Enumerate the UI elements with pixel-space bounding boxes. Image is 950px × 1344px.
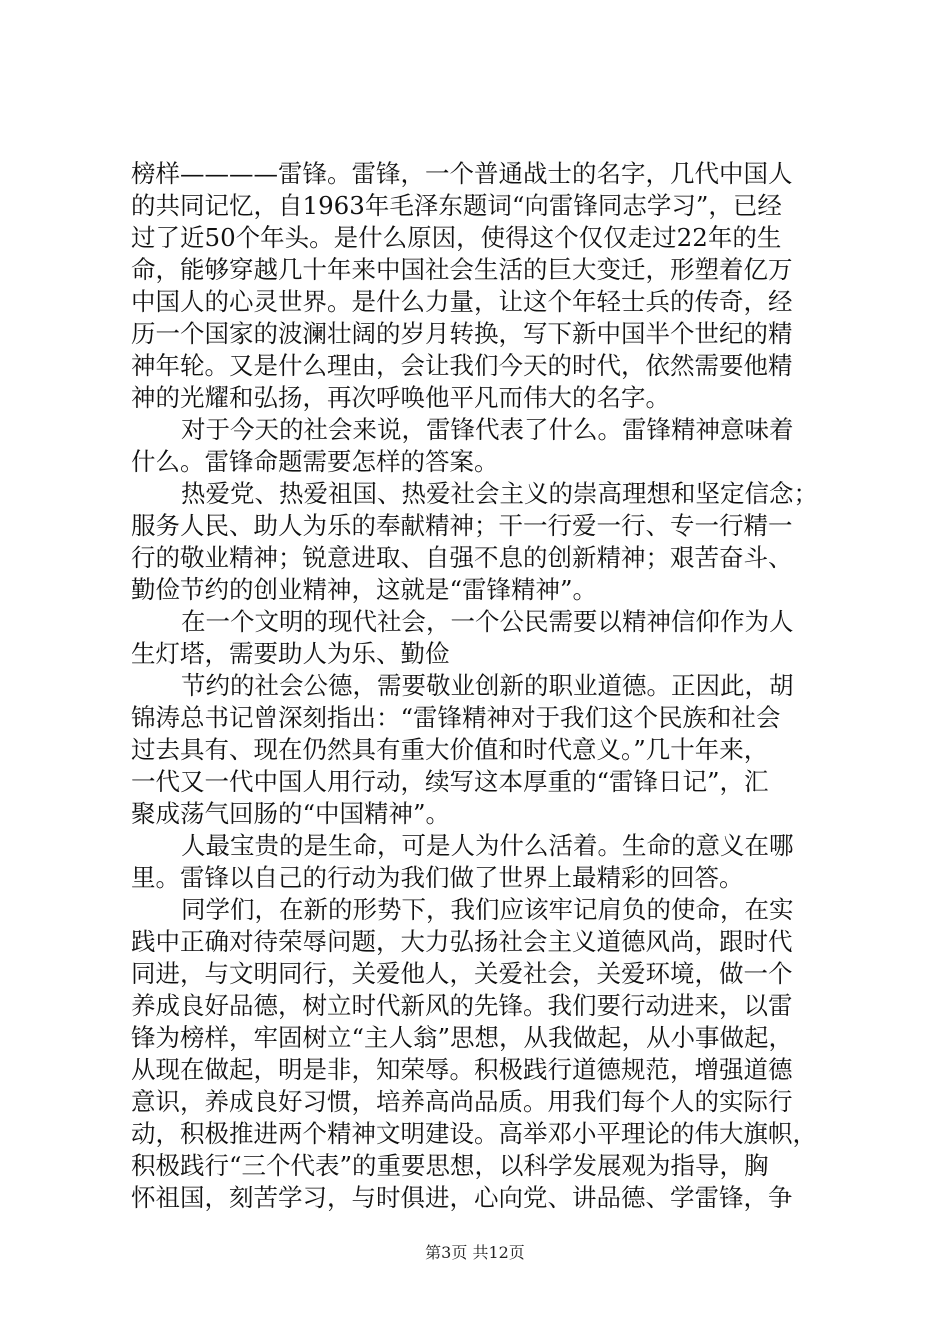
paragraph-start-line: 同学们，在新的形势下，我们应该牢记肩负的使命，在实 (181, 895, 794, 924)
text-line: 的共同记忆，自1963年毛泽东题词“向雷锋同志学习”，已经 (131, 191, 782, 220)
text-line: 过了近50个年头。是什么原因，使得这个仅仅走过22年的生 (131, 223, 782, 252)
text-line: 生灯塔，需要助人为乐、勤俭 (131, 639, 450, 668)
text-line: 践中正确对待荣辱问题，大力弘扬社会主义道德风尚，跟时代 (131, 927, 793, 956)
paragraph-start-line: 热爱党、热爱祖国、热爱社会主义的崇高理想和坚定信念； (181, 479, 818, 508)
text-line: 聚成荡气回肠的“中国精神”。 (131, 799, 451, 828)
text-line: 过去具有、现在仍然具有重大价值和时代意义。”几十年来， (131, 735, 769, 764)
text-line: 养成良好品德，树立时代新风的先锋。我们要行动进来，以雷 (131, 991, 793, 1020)
text-line: 里。雷锋以自己的行动为我们做了世界上最精彩的回答。 (131, 863, 744, 892)
paragraph-start-line: 在一个文明的现代社会，一个公民需要以精神信仰作为人 (181, 607, 794, 636)
text-line: 一代又一代中国人用行动，续写这本厚重的“雷锋日记”，汇 (131, 767, 769, 796)
document-body (131, 158, 831, 1214)
text-line: 神的光耀和弘扬，再次呼唤他平凡而伟大的名字。 (131, 383, 670, 412)
paragraph-start-line: 对于今天的社会来说，雷锋代表了什么。雷锋精神意味着 (181, 415, 794, 444)
text-line: 榜样————雷锋。雷锋，一个普通战士的名字，几代中国人 (131, 159, 793, 188)
paragraph-start-line: 人最宝贵的是生命，可是人为什么活着。生命的意义在哪 (181, 831, 794, 860)
text-line: 历一个国家的波澜壮阔的岁月转换，写下新中国半个世纪的精 (131, 319, 793, 348)
text-line: 服务人民、助人为乐的奉献精神；干一行爱一行、专一行精一 (131, 511, 793, 540)
text-line: 什么。雷锋命题需要怎样的答案。 (131, 447, 499, 476)
text-line: 锋为榜样，牢固树立“主人翁”思想，从我做起，从小事做起， (131, 1023, 794, 1052)
text-line: 同进，与文明同行，关爱他人，关爱社会，关爱环境，做一个 (131, 959, 793, 988)
text-line: 动，积极推进两个精神文明建设。高举邓小平理论的伟大旗帜， (131, 1119, 817, 1148)
text-line: 从现在做起，明是非，知荣辱。积极践行道德规范，增强道德 (131, 1055, 793, 1084)
text-line: 意识，养成良好习惯，培养高尚品质。用我们每个人的实际行 (131, 1087, 793, 1116)
text-line: 命，能够穿越几十年来中国社会生活的巨大变迁，形塑着亿万 (131, 255, 793, 284)
text-line: 神年轮。又是什么理由，会让我们今天的时代，依然需要他精 (131, 351, 793, 380)
text-line: 怀祖国，刻苦学习，与时俱进，心向党、讲品德、学雷锋，争 (131, 1183, 793, 1212)
paragraph-start-line: 节约的社会公德，需要敬业创新的职业道德。正因此，胡 (181, 671, 794, 700)
text-line: 行的敬业精神；锐意进取、自强不息的创新精神；艰苦奋斗、 (131, 543, 793, 572)
page-number-footer: 第3页 共12页 (425, 1243, 525, 1262)
text-line: 勤俭节约的创业精神，这就是“雷锋精神”。 (131, 575, 598, 604)
text-line: 锦涛总书记曾深刻指出：“雷锋精神对于我们这个民族和社会 (131, 703, 781, 732)
text-line: 中国人的心灵世界。是什么力量，让这个年轻士兵的传奇，经 (131, 287, 793, 316)
text-line: 积极践行“三个代表”的重要思想，以科学发展观为指导，胸 (131, 1151, 769, 1180)
